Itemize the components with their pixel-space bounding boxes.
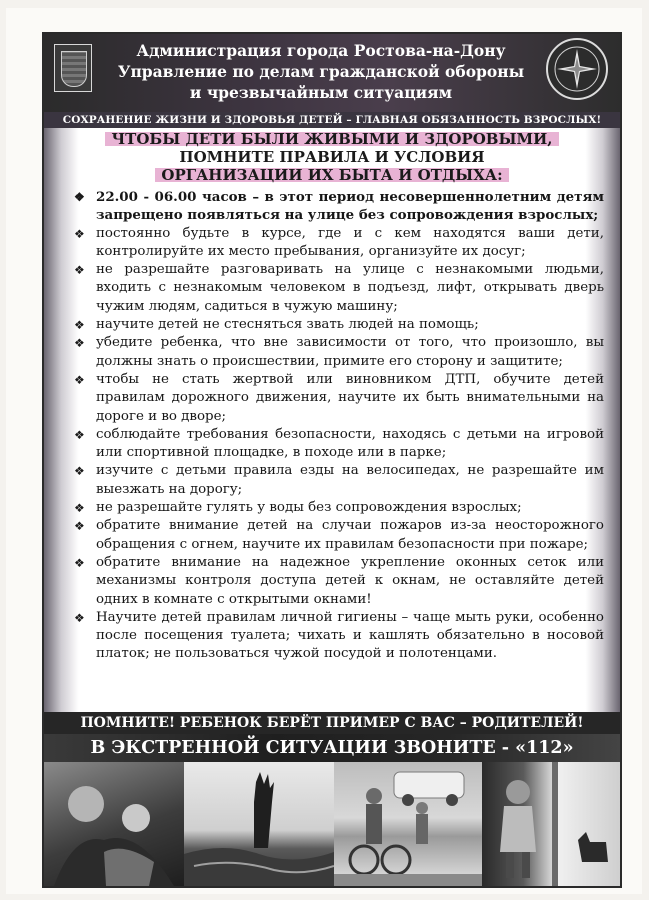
diamond-bullet-icon: ❖ — [74, 190, 85, 204]
photo-drowning-hand — [184, 762, 334, 886]
diamond-bullet-icon: ❖ — [74, 263, 85, 278]
list-item: ❖ изучите с детьми правила езды на велосипедах, не разрешайте им выезжать на дорогу; — [74, 463, 604, 497]
heading-line-3: ОРГАНИЗАЦИИ ИХ БЫТА И ОТДЫХА: — [155, 166, 508, 184]
mchs-emblem-icon — [546, 38, 608, 100]
list-item: ❖ убедите ребенка, что вне зависимости от того, что произошло, вы должны знать о происшествии, примите его сторону и защитите; — [74, 335, 604, 369]
photo-children-road — [334, 762, 482, 886]
paper-sheet — [6, 8, 642, 894]
safety-poster — [42, 32, 622, 888]
diamond-bullet-icon: ❖ — [74, 555, 85, 570]
list-item: ❖ научите детей не стесняться звать людей на помощь; — [74, 316, 604, 334]
list-item: ❖ Научите детей правилам личной гигиены – чаще мыть руки, особенно после посещения туалета; чихать и кашлять обязательно в носовой платок; не пользоваться чужой посудой и полотенцами. — [74, 609, 604, 662]
list-item: ❖ соблюдайте требования безопасности, находясь с детьми на игровой или спортивной площадке, в походе или в парке; — [74, 426, 604, 461]
list-item: ❖ обратите внимание на надежное укрепление оконных сеток или механизмы контроля доступа детей к окнам, не оставляйте детей одних в комнате с открытыми окнами! — [74, 554, 604, 607]
heading-line-1: ЧТОБЫ ДЕТИ БЫЛИ ЖИВЫМИ И ЗДОРОВЫМИ, — [105, 130, 558, 148]
header-line-department: Управление по делам гражданской обороны — [117, 62, 525, 81]
diamond-bullet-icon: ❖ — [74, 427, 85, 442]
heading-line-2: ПОМНИТЕ ПРАВИЛА И УСЛОВИЯ — [179, 148, 485, 166]
diamond-bullet-icon: ❖ — [74, 372, 85, 387]
photo-rescuer-with-child — [44, 762, 184, 886]
photo-strip — [44, 762, 620, 886]
list-item: ❖ обратите внимание детей на случаи пожаров из-за неосторожного обращения с огнем, научите их правилам безопасности при пожаре; — [74, 518, 604, 552]
diamond-bullet-icon: ❖ — [74, 226, 85, 241]
diamond-bullet-icon: ❖ — [74, 519, 85, 534]
photo-child-at-window — [482, 762, 620, 886]
list-item: ❖ чтобы не стать жертвой или виновником ДТП, обучите детей правилам дорожного движения, научите их быть внимательными на дороге и во дворе; — [74, 371, 604, 424]
list-item: ❖ постоянно будьте в курсе, где и с кем находятся ваши дети, контролируйте их место пребывания, организуйте их досуг; — [74, 225, 604, 259]
diamond-bullet-icon: ❖ — [74, 318, 85, 333]
header-line-emergency: и чрезвычайным ситуациям — [189, 83, 453, 102]
poster-header — [44, 34, 620, 112]
header-line-administration: Администрация города Ростова-на-Дону — [136, 41, 506, 60]
diamond-bullet-icon: ❖ — [74, 501, 85, 516]
slogan-banner: СОХРАНЕНИЕ ЖИЗНИ И ЗДОРОВЬЯ ДЕТЕЙ – ГЛАВНАЯ ОБЯЗАННОСТЬ ВЗРОСЛЫХ! — [44, 112, 620, 128]
rules-section — [44, 128, 620, 712]
list-item: ❖ не разрешайте разговаривать на улице с незнакомыми людьми, входить с незнакомым человеком в подъезд, лифт, открывать дверь чужим людям, садиться в чужую машину; — [74, 262, 604, 314]
diamond-bullet-icon: ❖ — [74, 336, 85, 351]
rostov-coat-of-arms-icon — [54, 44, 92, 92]
list-item: ❖ не разрешайте гулять у воды без сопровождения взрослых; — [74, 499, 604, 517]
parent-reminder-banner: ПОМНИТЕ! РЕБЕНОК БЕРЁТ ПРИМЕР С ВАС – РОДИТЕЛЕЙ! — [44, 712, 620, 734]
header-title — [102, 40, 540, 103]
rules-heading — [44, 130, 620, 184]
list-item: ❖ 22.00 - 06.00 часов – в этот период несовершеннолетним детям запрещено появляться на улице без сопровождения взрослых; — [74, 189, 604, 224]
emergency-call-banner: В ЭКСТРЕННОЙ СИТУАЦИИ ЗВОНИТЕ - «112» — [44, 734, 620, 762]
rules-list — [74, 188, 604, 664]
diamond-bullet-icon: ❖ — [74, 610, 85, 625]
diamond-bullet-icon: ❖ — [74, 464, 85, 479]
